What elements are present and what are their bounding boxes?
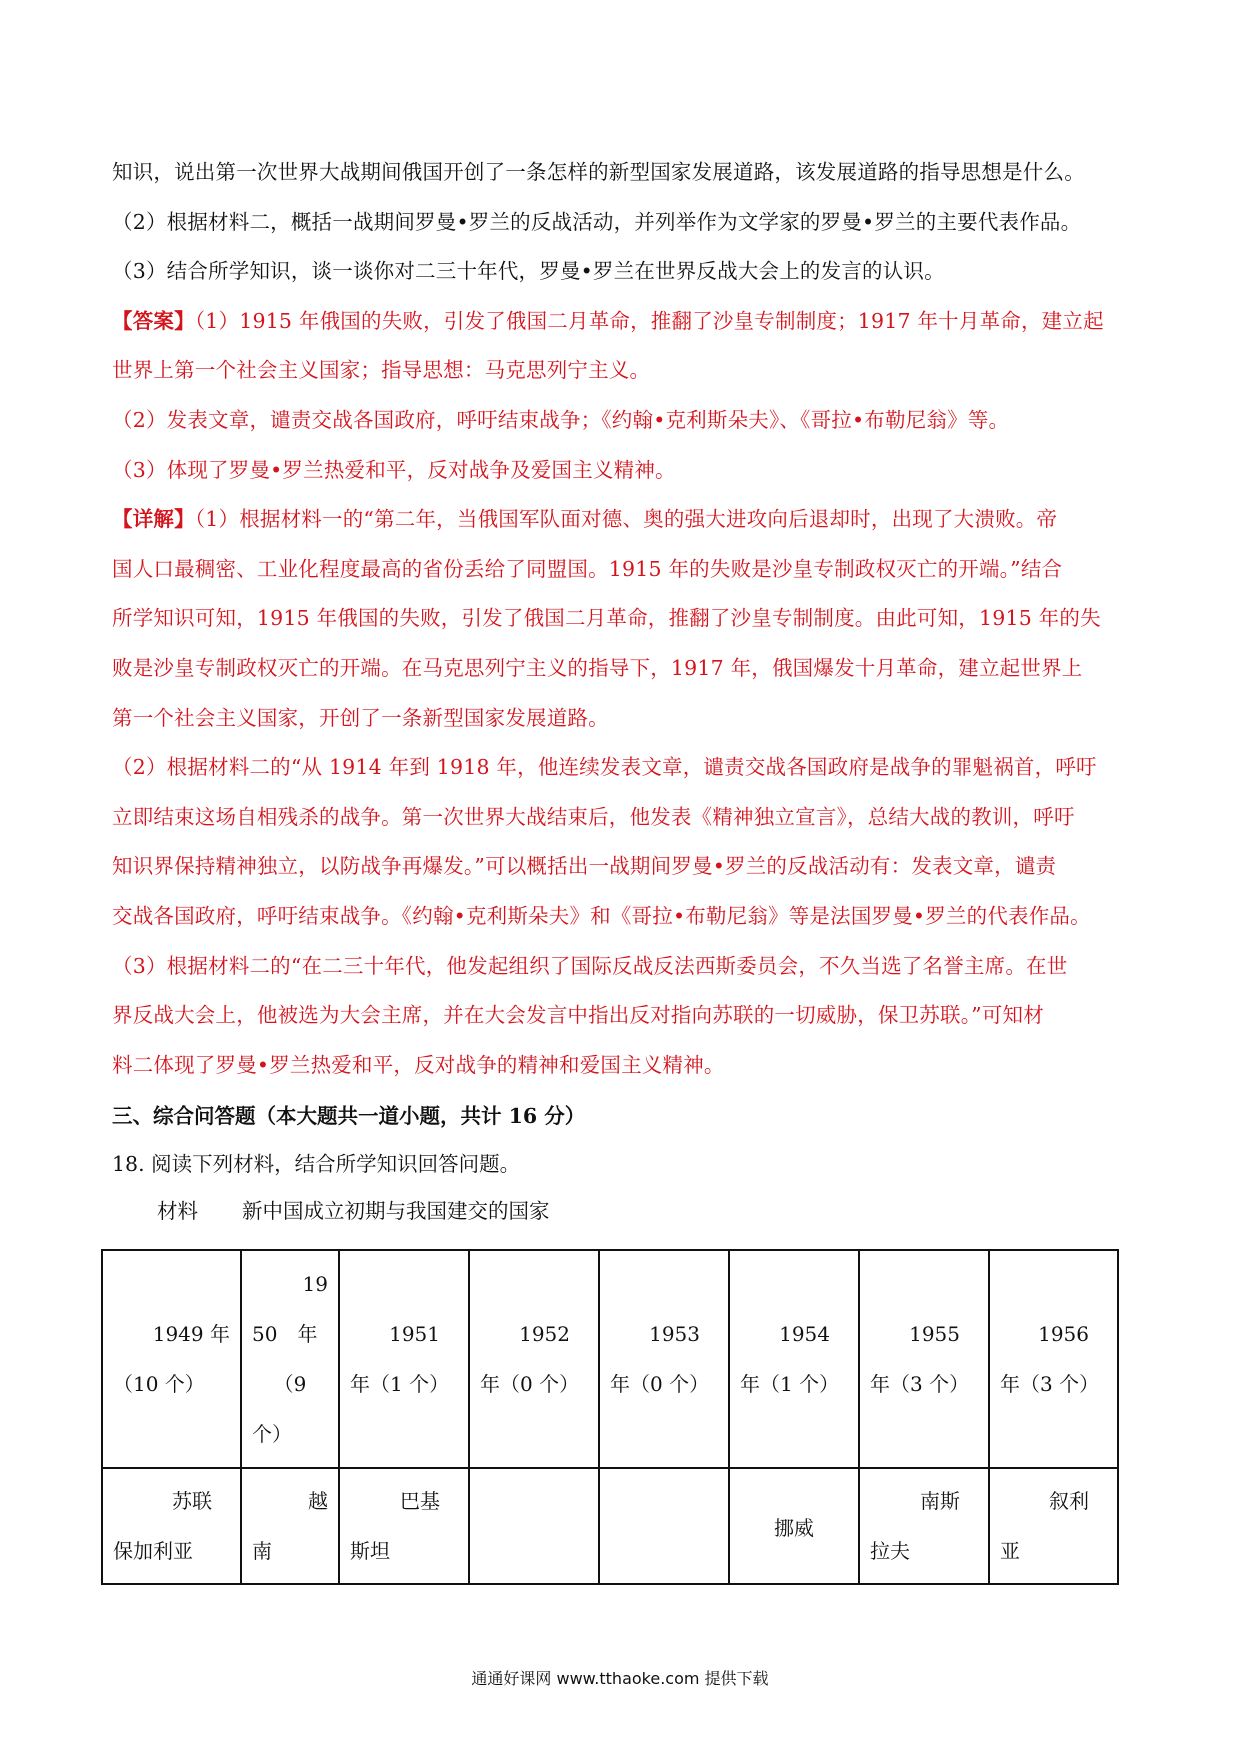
table-row-years [102,1250,1118,1468]
countries-cell: 南斯 拉夫 [859,1468,989,1584]
analysis-tag: 【详解】 [112,507,195,532]
year-cell: 1949 年 （10 个） [102,1250,241,1468]
countries-cell: 越 南 [241,1468,339,1584]
analysis-line: （3）根据材料二的“在二三十年代，他发起组织了国际反战反法西斯委员会，不久当选了名誉主席。在世 [112,953,1068,978]
year-cell: 1954 年（1 个） [729,1250,859,1468]
analysis-line: 败是沙皇专制政权灭亡的开端。在马克思列宁主义的指导下，1917 年，俄国爆发十月革命，建立起世界上 [112,655,1083,680]
year-cell: 19 50 年 （9 个） [241,1250,339,1468]
material-label: 材料 [157,1199,198,1224]
analysis-line: 交战各国政府，呼吁结束战争。《约翰•克利斯朵夫》和《哥拉•布勒尼翁》等是法国罗曼•罗兰的代表作品。 [112,903,1091,928]
answer-tag: 【答案】 [112,308,195,333]
analysis-line: 立即结束这场自相残杀的战争。第一次世界大战结束后，他发表《精神独立宣言》，总结大战的教训，呼吁 [112,804,1075,829]
countries-cell: 巴基 斯坦 [339,1468,469,1584]
material-caption [112,1188,1130,1234]
year-cell: 1956 年（3 个） [989,1250,1118,1468]
analysis-line: 料二体现了罗曼•罗兰热爱和平，反对战争的精神和爱国主义精神。 [112,1052,725,1077]
section-title: 三、综合问答题（本大题共一道小题，共计 16 分） [112,1104,586,1129]
year-cell: 1953 年（0 个） [599,1250,729,1468]
material-title: 新中国成立初期与我国建交的国家 [242,1199,550,1224]
countries-cell [469,1468,599,1584]
question-line: （2）根据材料二，概括一战期间罗曼•罗兰的反战活动，并列举作为文学家的罗曼•罗兰的主要代表作品。 [112,209,1082,234]
question-line: （3）结合所学知识，谈一谈你对二三十年代，罗曼•罗兰在世界反战大会上的发言的认识。 [112,259,945,284]
answer-line: 【答案】（1）1915 年俄国的失败，引发了俄国二月革命，推翻了沙皇专制制度；1917 年十月革命，建立起 [112,308,1104,333]
countries-cell: 苏联 保加利亚 [102,1468,241,1584]
analysis-line: 知识界保持精神独立，以防战争再爆发。”可以概括出一战期间罗曼•罗兰的反战活动有：发表文章，谴责 [112,854,1057,879]
diplomatic-relations-table [101,1249,1119,1585]
countries-cell [599,1468,729,1584]
countries-cell: 挪威 [729,1468,859,1584]
analysis-line: 所学知识可知，1915 年俄国的失败，引发了俄国二月革命，推翻了沙皇专制制度。由此可知，1915 年的失 [112,606,1101,631]
analysis-line: 界反战大会上，他被选为大会主席，并在大会发言中指出反对指向苏联的一切威胁，保卫苏联。”可知材 [112,1003,1044,1028]
year-cell: 1952 年（0 个） [469,1250,599,1468]
question-line: 知识，说出第一次世界大战期间俄国开创了一条怎样的新型国家发展道路，该发展道路的指导思想是什么。 [112,160,1085,184]
analysis-line: 第一个社会主义国家，开创了一条新型国家发展道路。 [112,705,609,730]
year-cell: 1951 年（1 个） [339,1250,469,1468]
page-footer: 通通好课网 www.tthaoke.com 提供下载 [471,1669,769,1688]
countries-cell: 叙利 亚 [989,1468,1118,1584]
answer-line: （3）体现了罗曼•罗兰热爱和平，反对战争及爱国主义精神。 [112,457,676,482]
analysis-line: 【详解】（1）根据材料一的“第二年，当俄国军队面对德、奥的强大进攻向后退却时，出现了大溃败。帝 [112,507,1058,532]
analysis-line: 国人口最稠密、工业化程度最高的省份丢给了同盟国。1915 年的失败是沙皇专制政权灭亡的开端。”结合 [112,556,1063,581]
question-18: 18. 阅读下列材料，结合所学知识回答问题。 [112,1152,521,1177]
year-cell: 1955 年（3 个） [859,1250,989,1468]
table-row-countries [102,1468,1118,1584]
analysis-line: （2）根据材料二的“从 1914 年到 1918 年，他连续发表文章，谴责交战各国政府是战争的罪魁祸首，呼吁 [112,755,1097,780]
answer-line: （2）发表文章，谴责交战各国政府，呼吁结束战争；《约翰•克利斯朵夫》、《哥拉•布勒尼翁》等。 [112,407,1010,432]
document-body [112,148,1130,1234]
answer-line: 世界上第一个社会主义国家；指导思想：马克思列宁主义。 [112,358,651,383]
